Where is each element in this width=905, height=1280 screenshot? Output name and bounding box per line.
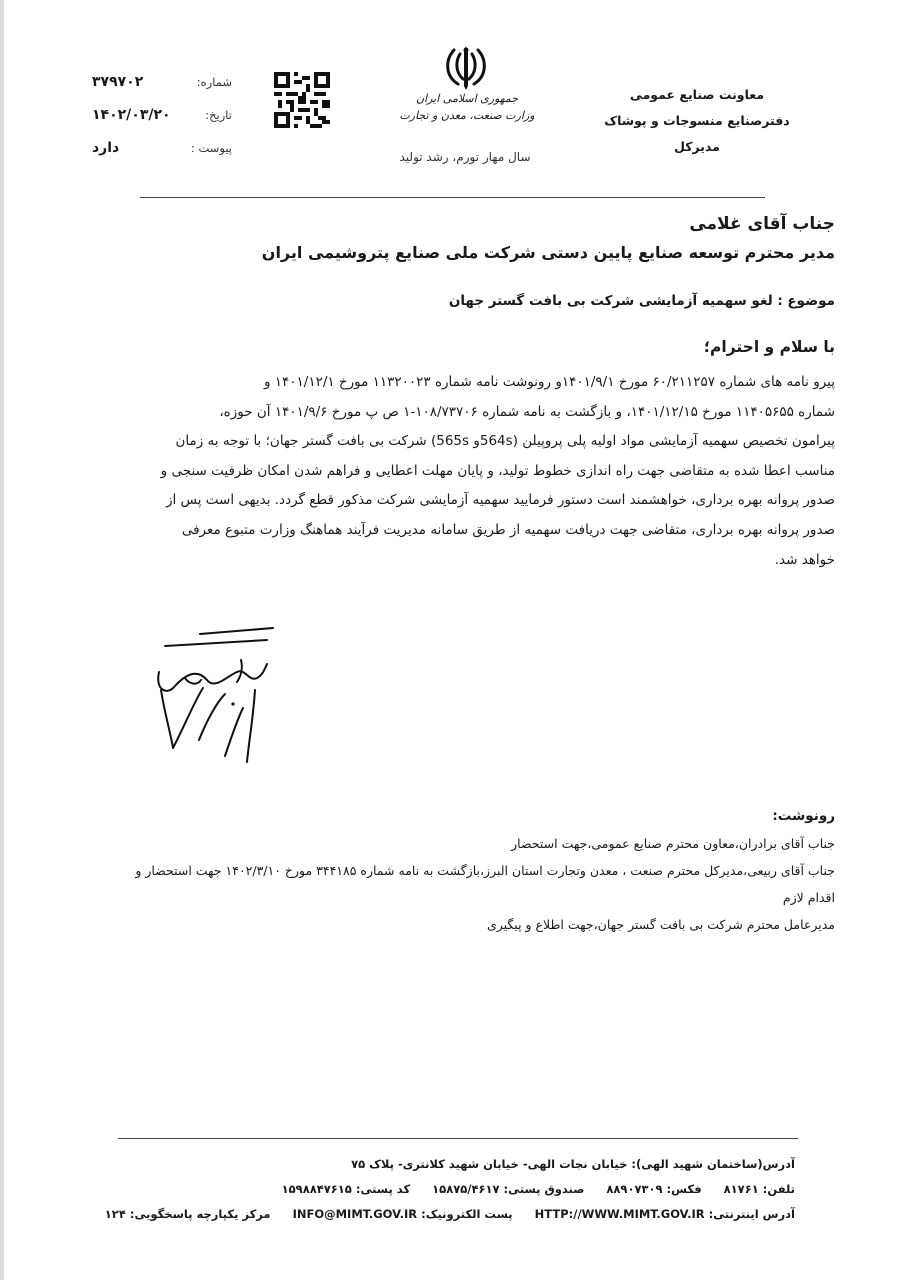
- ministry-line: جمهوری اسلامی ایران: [415, 92, 519, 105]
- footer-web-label: آدرس اینترنتی:: [708, 1207, 795, 1221]
- footer-web[interactable]: HTTP://WWW.MIMT.GOV.IR: [534, 1207, 705, 1221]
- body-line: صدور پروانه بهره برداری، خواهشمند است دستور فرمایید سهمیه آزمایشی شرکت مذکور قطع گردد. بدیهی است پس از: [165, 492, 835, 509]
- greeting: با سلام و احترام؛: [703, 338, 835, 356]
- footer-online: [104, 1202, 795, 1227]
- number-label: شماره:: [196, 75, 232, 89]
- year-motto: سال مهار تورم، رشد تولید: [399, 150, 531, 164]
- body-line: پیرو نامه های شماره ۶۰/۲۱۱۲۵۷ مورخ ۱۴۰۱/۹/۱و رونوشت نامه شماره ۱۱۳۲۰۰۲۳ مورخ ۱۴۰۱/۱۲/۱ و: [263, 374, 835, 390]
- qr-code-icon: [274, 72, 330, 128]
- cc-line: اقدام لازم: [782, 890, 835, 905]
- letter-date: [92, 99, 232, 132]
- footer-pobox: صندوق پستی: ۱۵۸۷۵/۴۶۱۷: [432, 1182, 585, 1196]
- cc-line: مدیرعامل محترم شرکت بی بافت گستر جهان،جهت اطلاع و پیگیری: [486, 917, 835, 932]
- letter-meta: [92, 66, 232, 165]
- body-line: خواهد شد.: [774, 551, 835, 568]
- body-line: صدور پروانه بهره برداری، متقاضی جهت دریافت سهمیه از طریق سامانه مدیریت فرآیند هماهنگ وزارت متبوع معرفی: [181, 521, 835, 538]
- cc-line: جناب آقای برادران،معاون محترم صنایع عمومی،جهت استحضار: [511, 836, 835, 851]
- date-label: تاریخ:: [205, 108, 232, 122]
- footer-phone: تلفن: ۸۱۷۶۱: [723, 1182, 795, 1196]
- org-line: دفترصنایع منسوجات و پوشاک: [604, 113, 790, 128]
- letter-attachment: [92, 132, 232, 165]
- footer-contacts: [115, 1177, 795, 1202]
- footer-address: آدرس(ساختمان شهید الهی): خیابان نجات الهی- خیابان شهید کلانتری- پلاک ۷۵: [351, 1157, 795, 1171]
- letter-subject: موضوع : لغو سهمیه آزمایشی شرکت بی بافت گستر جهان: [448, 293, 835, 309]
- org-line: معاونت صنایع عمومی: [629, 87, 765, 102]
- body-line: مناسب اعطا شده به متقاضی جهت راه اندازی خطوط تولید، و پایان مهلت اعطایی و فراهم شدن امکان ظرفیت سنجی و: [160, 462, 835, 479]
- letter-body: [75, 368, 835, 575]
- cc-title: رونوشت:: [772, 808, 835, 824]
- attachment-label: پیوست :: [190, 141, 232, 155]
- cc-line: جناب آقای ربیعی،مدیرکل محترم صنعت ، معدن وتجارت استان البرز،بازگشت به نامه شماره ۳۴۴۱۸۵ مورخ ۱۴۰۲/۳/۱۰ جهت استحضار و: [135, 863, 835, 878]
- body-line: پیرامون تخصیص سهمیه آزمایشی مواد اولیه پلی پروپیلن (564sو 565s) شرکت بی بافت گستر جهان؛ با توجه به زمان: [175, 433, 835, 450]
- header-divider: [140, 197, 765, 198]
- handwritten-signature: [145, 620, 295, 770]
- number-value: ۳۷۹۷۰۲: [92, 74, 144, 90]
- date-value: ۱۴۰۲/۰۳/۲۰: [92, 107, 171, 123]
- scan-edge: [0, 0, 4, 1280]
- footer: [104, 1152, 795, 1227]
- footer-fax: فکس: ۸۸۹۰۷۳۰۹: [606, 1182, 702, 1196]
- addressee: [262, 210, 835, 268]
- attachment-value: دارد: [92, 140, 120, 156]
- footer-center: مرکز یکپارچه پاسخگویی: ۱۲۴: [104, 1207, 271, 1221]
- body-line: شماره ۱۱۴۰۵۶۵۵ مورخ ۱۴۰۱/۱۲/۱۵، و بازگشت به نامه شماره ۱۰۸/۷۳۷۰۶-۱ ص پ مورخ ۱۴۰۱/۹/۶ آن حوزه،: [219, 403, 835, 420]
- footer-email-label: پست الکترونیک:: [421, 1207, 513, 1221]
- addressee-title: مدیر محترم توسعه صنایع پایین دستی شرکت ملی صنایع پتروشیمی ایران: [261, 243, 835, 262]
- organization-block: [577, 82, 817, 160]
- footer-email[interactable]: INFO@MIMT.GOV.IR: [292, 1207, 418, 1221]
- ministry-line: وزارت صنعت، معدن و تجارت: [399, 109, 535, 122]
- addressee-name: جناب آقای غلامی: [689, 214, 835, 234]
- cc-list: [75, 830, 835, 938]
- footer-postal: کد پستی: ۱۵۹۸۸۴۷۶۱۵: [281, 1182, 411, 1196]
- letter-number: [92, 66, 232, 99]
- iran-emblem-icon: [441, 42, 491, 92]
- footer-divider: [118, 1138, 798, 1139]
- org-line: مدیرکل: [674, 139, 720, 154]
- ministry-title: [392, 90, 542, 124]
